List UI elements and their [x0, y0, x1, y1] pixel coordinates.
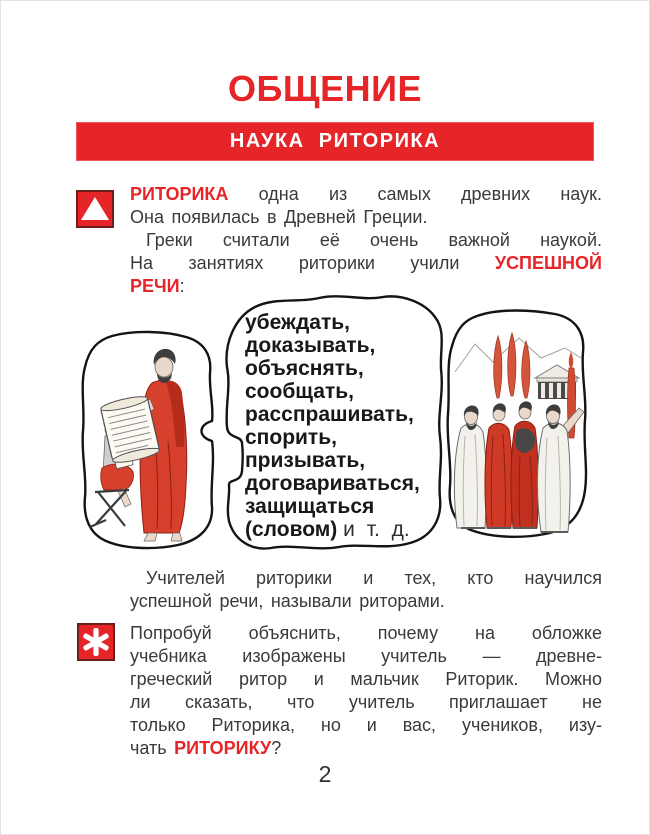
skill-item: расспрашивать,	[245, 403, 414, 426]
skills-blob	[213, 293, 453, 555]
intro-paragraph	[130, 183, 602, 298]
task-paragraph	[130, 622, 602, 760]
section-banner	[76, 122, 594, 161]
rhetor-and-pupil-drawing	[78, 329, 218, 554]
text-line: Учителей риторики и тех, кто научился	[146, 568, 602, 588]
etc-suffix: и т. д.	[343, 518, 410, 541]
skill-item-last: (словом) и т. д.	[245, 518, 410, 541]
text-line: Попробуй объяснить, почему на обложке	[130, 623, 602, 643]
page-number: 2	[318, 761, 332, 787]
white-asterisk-glyph	[79, 625, 113, 659]
text-line: РЕЧИ:	[130, 276, 185, 296]
left-illustration	[78, 329, 218, 554]
text-line: чать РИТОРИКУ?	[130, 738, 282, 758]
greeks-near-temple-drawing	[441, 306, 591, 544]
text-line: Греки считали её очень важной наукой.	[146, 230, 602, 250]
text-line: успешной речи, называли риторами.	[130, 591, 445, 611]
text-line: РИТОРИКА одна из самых древних наук.	[130, 184, 602, 204]
skill-item: убеждать,	[245, 311, 350, 334]
skill-item: защищаться	[245, 495, 375, 518]
text-line: ли сказать, что учитель приглашает не	[130, 692, 602, 712]
highlight-successful-speech-2: РЕЧИ	[130, 276, 180, 296]
skill-item: объяснять,	[245, 357, 364, 380]
note-paragraph	[130, 567, 602, 613]
text-line: На занятиях риторики учили УСПЕШНОЙ	[130, 253, 602, 273]
highlight-successful-speech: УСПЕШНОЙ	[494, 253, 602, 273]
text-line: греческий ритор и мальчик Риторик. Можно	[130, 669, 602, 689]
skill-item: доказывать,	[245, 334, 376, 357]
skills-list	[245, 311, 445, 541]
page-title: ОБЩЕНИЕ	[228, 68, 422, 109]
text-line: учебника изображены учитель — древне-	[130, 646, 602, 666]
skill-item: спорить,	[245, 426, 337, 449]
skill-item: сообщать,	[245, 380, 354, 403]
highlight-rhetoric: РИТОРИКУ	[174, 738, 272, 758]
triangle-marker-icon	[76, 190, 114, 228]
term-rhetoric: РИТОРИКА	[130, 184, 229, 204]
text-line: только Риторика, но и вас, учеников, изу-	[130, 715, 602, 735]
white-triangle-glyph	[78, 192, 112, 226]
asterisk-marker-icon	[77, 623, 115, 661]
skill-item: призывать,	[245, 449, 366, 472]
text-line: Она появилась в Древней Греции.	[130, 207, 428, 227]
skill-item: договариваться,	[245, 472, 420, 495]
section-banner-label: НАУКА РИТОРИКА	[229, 130, 441, 152]
right-illustration	[441, 306, 591, 544]
